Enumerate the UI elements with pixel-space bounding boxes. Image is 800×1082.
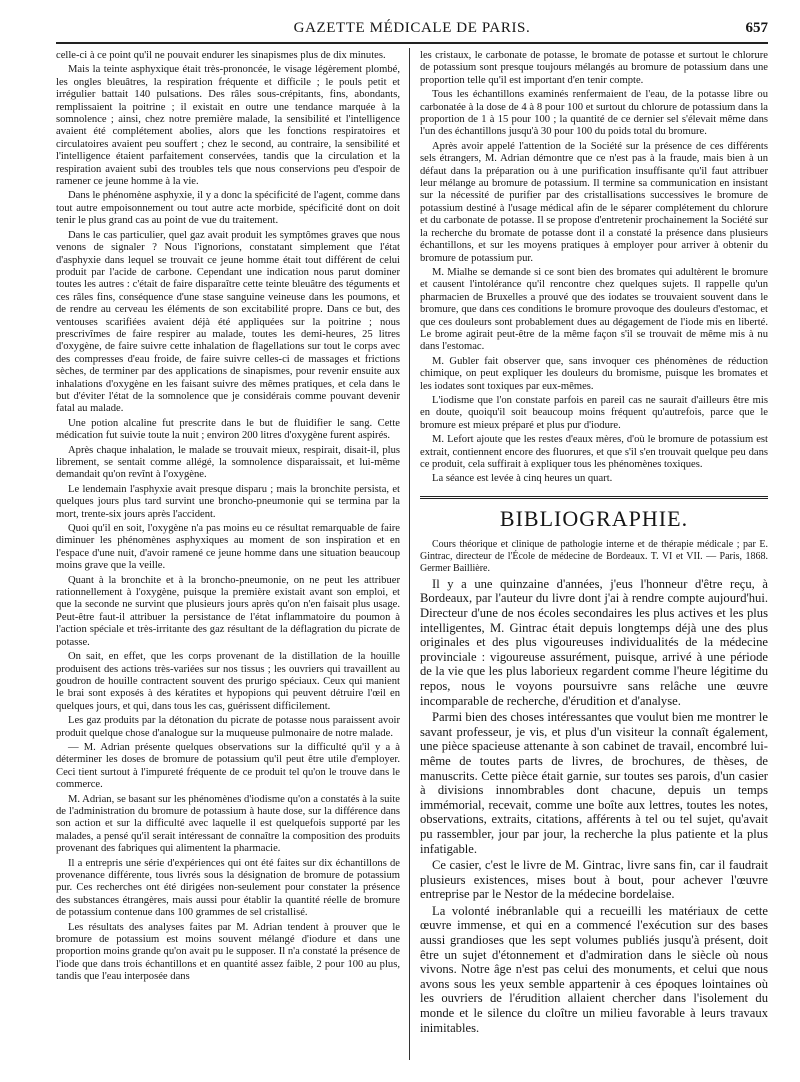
paragraph: Le lendemain l'asphyxie avait presque disparu ; mais la bronchite persista, et quelques jours plus tard survint une broncho-pneumonie qui se termina par la mort, trente-six jours après l'accident. bbox=[56, 483, 400, 520]
book-citation: Cours théorique et clinique de pathologie interne et de thérapie médicale ; par E. Gintrac, directeur de l'École de médecine de Bordeaux. T. VI et VII. — Paris, 1868. Germer Baillière. bbox=[420, 538, 768, 574]
running-title: GAZETTE MÉDICALE DE PARIS. bbox=[293, 20, 531, 36]
paragraph: M. Adrian, se basant sur les phénomènes d'iodisme qu'on a constatés à la suite de l'administration du bromure de potassium à haute dose, sur la différence dans son action et sur la difficulté avec laquelle il est quelquefois supporté par les malades, a pensé qu'il serait intéressant de connaître la composition des produits provenant des fabriques qui alimentent la pharmacie. bbox=[56, 793, 400, 855]
paragraph: les cristaux, le carbonate de potasse, le bromate de potasse et surtout le chlorure de potassium sont presque toujours mélangés au bromure de potassium dans une proportion telle qu'il est important d'en tenir compte. bbox=[420, 50, 768, 86]
paragraph: — M. Adrian présente quelques observations sur la difficulté qu'il y a à déterminer les doses de bromure de potassium qu'il peut être utile d'employer. Ceci tient surtout à l'impureté fréquente de ce produit tel qu'on le trouve dans le commerce. bbox=[56, 741, 400, 791]
paragraph: La volonté inébranlable qui a recueilli les matériaux de cette œuvre immense, et qui en a commencé l'exécution sur des bases aussi grandioses que les sept volumes publiés jusqu'à présent, doit être un sujet d'étonnement et d'admiration dans le siècle où nous vivons. Notre âge n'est pas celui des monuments, et celui que nous avons sous les yeux semble appartenir à ces époques lointaines où les ouvriers de l'érudition allaient chercher dans l'isolement du monde et le silence du cloître un milieu favorable à leurs travaux inimitables. bbox=[420, 903, 768, 1035]
paragraph: Ce casier, c'est le livre de M. Gintrac, livre sans fin, car il faudrait plusieurs existences, mises bout à bout, pour achever l'œuvre entreprise par le Nestor de la médecine bordelaise. bbox=[420, 858, 768, 902]
left-column bbox=[56, 50, 400, 1062]
page-number: 657 bbox=[745, 20, 768, 36]
paragraph: Les gaz produits par la détonation du picrate de potasse nous paraissent avoir produit quelque chose d'analogue sur la muqueuse pulmonaire de notre malade. bbox=[56, 715, 400, 739]
paragraph: Il a entrepris une série d'expériences qui ont été faites sur dix échantillons de provenance différente, tous livrés sous la désignation de bromure de potassium pur. Ces recherches ont été dirigées non-seulement pour constater la présence des substances étrangères, mais aussi pour établir la quantité réelle de bromure de potassium contenue dans 100 grammes de sel cristallisé. bbox=[56, 857, 400, 919]
paragraph: Quant à la bronchite et à la broncho-pneumonie, on ne peut les attribuer rationnellement à l'oxygène, puisque la première existait avant son emploi, et que la seconde ne survint que plusieurs jours après qu'on n'en faisait plus usage. Peut-être faut-il attribuer la persistance de l'état inflammatoire du poumon à l'action spéciale et très-irritante des gaz résultant de la déflagration du picrate de potasse. bbox=[56, 574, 400, 648]
header-rule bbox=[56, 42, 768, 44]
paragraph: M. Gubler fait observer que, sans invoquer ces phénomènes de réduction chimique, on peut expliquer les douleurs du bromisme, puisque les bromates et les iodates sont toxiques par eux-mêmes. bbox=[420, 355, 768, 392]
paragraph: On sait, en effet, que les corps provenant de la distillation de la houille produisent des actions très-variées sur nos tissus ; les ouvriers qui travaillent au goudron de houille contractent souvent des prurigo spéciaux. Ceux qui manient le brai sont exposés à des kératites et hypopions qui peuvent détruire l'œil en quelques jours, et qui, dans tous les cas, guérissent difficilement. bbox=[56, 651, 400, 712]
section-heading: BIBLIOGRAPHIE. bbox=[499, 505, 689, 531]
paragraph: Dans le cas particulier, quel gaz avait produit les symptômes graves que nous venons de signaler ? Nous l'ignorions, constatant simplement que l'état d'asphyxie dans lequel se trouvait ce jeune homme était tout différent de celui produit par l'acide de carbone. Cependant une indication nous parut dominer toutes les autres : c'était de faire disparaître cette teinte bleuâtre des téguments et ces râles fins, conséquence d'une stase sanguine veineuse dans les poumons, et de rendre au cerveau les éléments de son excitabilité propre. Dans ce but, des ventouses scarifiées avaient déjà été appliquées sur la poitrine ; nous prescrivîmes de faire respirer au malade, toutes les demi-heures, 25 litres d'oxygène, de faire suivre cette inhalation de flagellations sur tout le corps avec des compresses d'eau froide, de faire suivre celles-ci de massages et frictions sèches, de terminer par des applications de sinapismes, pour revenir ensuite aux inhalations d'oxygène en les faisant suivre des mêmes pratiques, et cela dans le but d'éviter l'état de la somnolence que je considérais comme pouvant devenir fatal au malade. bbox=[56, 229, 400, 415]
paragraph: L'iodisme que l'on constate parfois en pareil cas ne saurait d'ailleurs être mis en doute, quoiqu'il soit beaucoup moins fréquent qu'autrefois, parce que le bromure est mieux préparé et plus pur d'iodure. bbox=[420, 394, 768, 431]
review-body bbox=[420, 577, 768, 1035]
column-divider bbox=[409, 48, 410, 1060]
paragraph: Mais la teinte asphyxique était très-prononcée, le visage légèrement plombé, les ongles bleuâtres, la respiration fréquente et difficile ; le pouls petit et irrégulier battait 140 pulsations. Des râles sous-crépitants, fins, abondants, remplissaient la poitrine ; il existait en outre une tendance marquée à la somnolence ; ainsi, chez notre première malade, la sensibilité et l'intelligence avaient été complétement abolies, alors que les fonctions respiratoires et circulatoires avaient peu souffert ; chez le second, au contraire, la sensibilité et l'intelligence étaient parfaitement conservées, tandis que la circulation et la respiration avaient subi des troubles tels que nous conservions peu d'espoir de ramener ce jeune homme à la vie. bbox=[56, 64, 400, 188]
section-rule bbox=[420, 496, 768, 499]
paragraph: Une potion alcaline fut prescrite dans le but de fluidifier le sang. Cette médication fut suivie toute la nuit ; environ 200 litres d'oxygène furent aspirés. bbox=[56, 417, 400, 442]
paragraph: La séance est levée à cinq heures un quart. bbox=[432, 473, 613, 485]
paragraph: Il y a une quinzaine d'années, j'eus l'honneur d'être reçu, à Bordeaux, par l'auteur du livre dont j'ai à rendre compte aujourd'hui. Directeur d'une de nos écoles secondaires les plus actives et les plus intelligentes, M. Gintrac était depuis longtemps déjà une des plus originales et des plus vigoureuses individualités de la médecine provinciale : vigoureuse assurément, puisque, arrivé à une période de la vie que les plus laborieux regardent comme l'heure légitime du repos, nous le voyons poursuivre sans relâche une œuvre incomparable de recherche, d'érudition et d'analyse. bbox=[420, 576, 768, 708]
right-column bbox=[420, 50, 768, 1062]
paragraph: Dans le phénomène asphyxie, il y a donc la spécificité de l'agent, comme dans tout autre empoisonnement ou tout autre acte morbide, spécificité dont on doit tenir le plus grand cas au point de vue du traitement. bbox=[56, 190, 400, 227]
paragraph: Après chaque inhalation, le malade se trouvait mieux, respirait, disait-il, plus librement, se sentait comme allégé, la somnolence disparaissait, et lui-même demandait qu'on revînt à l'oxygène. bbox=[56, 444, 400, 481]
paragraph: M. Lefort ajoute que les restes d'eaux mères, d'où le bromure de potassium est extrait, contiennent encore des fluorures, et que s'il s'en trouvait quelque peu dans ce produit, cela suffirait à expliquer tous les phénomènes toxiques. bbox=[420, 434, 768, 470]
bibliography-section bbox=[420, 496, 768, 1035]
paragraph: M. Mialhe se demande si ce sont bien des bromates qui adultèrent le bromure et causent l'intolérance qu'il rencontre chez quelques sujets. Il rappelle qu'un pharmacien de Bruxelles a prouvé que des iodates se trouvaient souvent dans le bromure, que dans ces conditions le bromure provoque des douleurs d'estomac, et que ces douleurs sont probablement dues au dégagement de l'iode mis en liberté. Le brome agirait peut-être de la même façon s'il se trouvait de même mis à nu dans l'estomac. bbox=[420, 266, 768, 353]
paragraph: Parmi bien des choses intéressantes que voulut bien me montrer le savant professeur, je vis, et plus d'un visiteur la connaît également, une pièce spacieuse attenante à son cabinet de travail, encombré lui-même de toutes parts de livres, de brochures, de thèses, de manuscrits. Cette pièce était garnie, sur toutes ses parois, d'un casier à divisions innombrables dont chacune, depuis un temps immémorial, recevait, comme une boîte aux lettres, toutes les notes, observations, extraits, citations, afférents à tel ou tel sujet, qu'avait pu rassembler, jour par jour, la recherche la plus patiente et la plus infatigable. bbox=[420, 710, 768, 856]
paragraph: Tous les échantillons examinés renfermaient de l'eau, de la potasse libre ou carbonatée à la dose de 4 à 8 pour 100 et surtout du chlorure de potassium dans la proportion de 1 à 15 pour 100 ; la quantité de ce dernier sel s'élevait même dans l'un des échantillons jusqu'à 30 pour 100 du poids total du bromure. bbox=[420, 89, 768, 138]
paragraph: Les résultats des analyses faites par M. Adrian tendent à prouver que le bromure de potassium est moins souvent mélangé d'iodure et dans une proportion moins grande qu'on avait pu le supposer. Il n'a constaté la présence de l'iode que dans trois échantillons et en quantité assez faible, 2 pour 100 au plus, tandis que l'eau interposée dans bbox=[56, 921, 400, 983]
paragraph: Quoi qu'il en soit, l'oxygène n'a pas moins eu ce résultat remarquable de faire diminuer les phénomènes asphyxiques au moment de son inspiration et en l'espace d'une nuit, d'avoir ramené ce jeune homme dans une situation beaucoup moins grave que la veille. bbox=[56, 523, 400, 572]
page-header bbox=[56, 20, 768, 40]
paragraph: Après avoir appelé l'attention de la Société sur la présence de ces différents sels étrangers, M. Adrian démontre que ce n'est pas à la fraude, mais bien à un défaut dans la préparation ou à une purification insuffisante qu'il faut attribuer leur mélange au bromure de potassium. Il termine sa communication en insistant sur la nécessité de purifier par des cristallisations successives le bromure de potassium destiné à l'usage médical afin de le séparer complétement du chlorure et du carbonate de potasse. Il se propose d'entretenir prochainement la Société sur la recherche du bromate de potasse dont il a constaté la présence dans plusieurs échantillons, et sur les moyens pratiques à employer pour arriver à obtenir du bromure de potassium pur. bbox=[420, 140, 768, 264]
paragraph: celle-ci à ce point qu'il ne pouvait endurer les sinapismes plus de dix minutes. bbox=[56, 50, 386, 61]
